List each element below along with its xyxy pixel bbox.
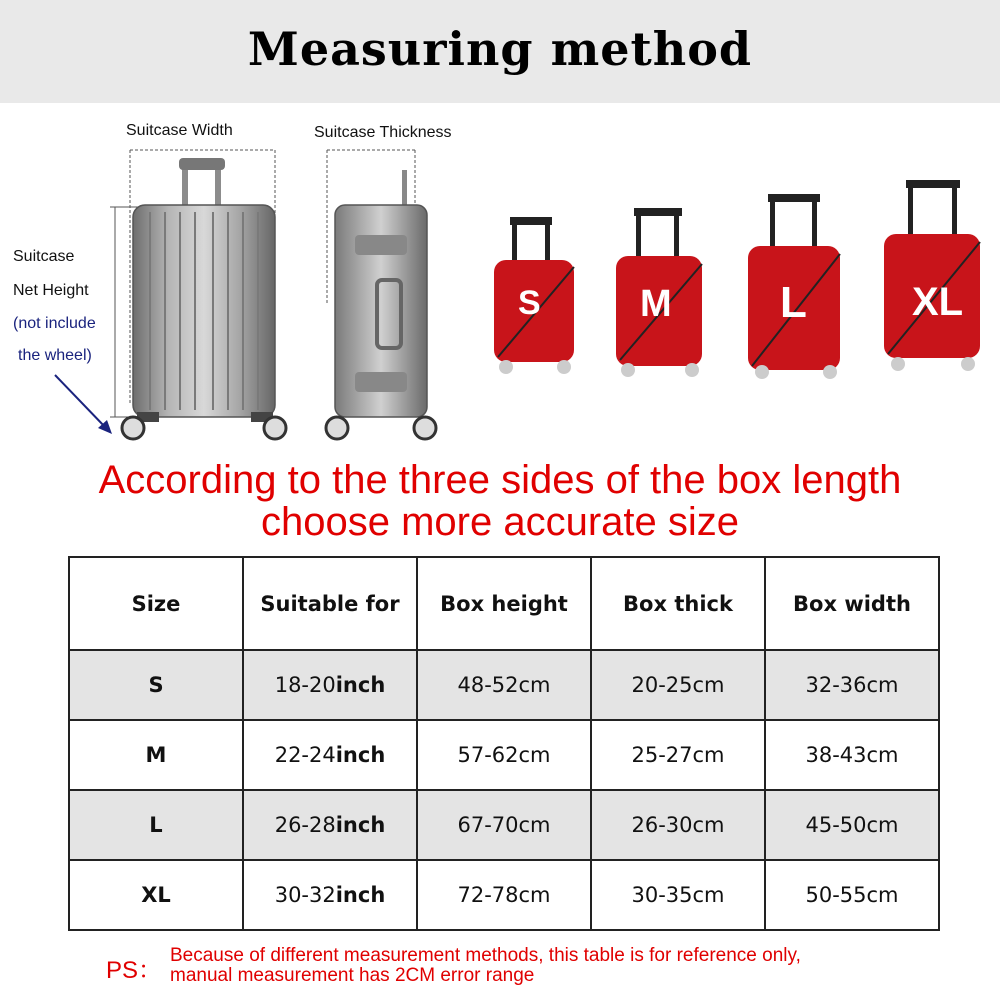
width-cell: 32-36cm [765,650,939,720]
thick-cell: 25-27cm [591,720,765,790]
ps-tag: PS： [106,957,163,984]
ps-line-2: manual measurement has 2CM error range [170,965,535,986]
net-height-label-3: (not include [13,315,96,332]
thickness-label: Suitcase Thickness [314,124,452,141]
height-cell: 57-62cm [417,720,591,790]
red-suitcase-s-illustration [488,175,588,375]
net-height-label-1: Suitcase [13,248,75,265]
suitable-cell: 22-24inch [243,720,417,790]
size-cell: L [69,790,243,860]
table-row [69,650,939,720]
suitable-cell: 18-20inch [243,650,417,720]
header-box-height: Box height [417,557,591,650]
height-cell: 48-52cm [417,650,591,720]
red-suitcase-l-illustration [742,160,852,380]
width-cell: 38-43cm [765,720,939,790]
height-cell: 67-70cm [417,790,591,860]
red-suitcase-m-illustration [608,160,718,380]
size-badge-xl: XL [912,280,964,324]
width-cell: 50-55cm [765,860,939,930]
size-cell: XL [69,860,243,930]
size-badge-s: S [518,284,541,322]
ps-line-1: Because of different measurement methods, this table is for reference only, [170,945,801,966]
header-suitable-for: Suitable for [243,557,417,650]
ps-text [170,946,801,986]
table-row [69,860,939,930]
size-badge-m: M [640,283,672,325]
suitable-cell: 30-32inch [243,860,417,930]
red-suitcase-xl-illustration [880,172,990,382]
header-box-width: Box width [765,557,939,650]
headline-line-2: choose more accurate size [260,500,739,544]
thick-cell: 30-35cm [591,860,765,930]
height-cell: 72-78cm [417,860,591,930]
header-size: Size [69,557,243,650]
size-table [68,556,940,931]
net-height-label-4: the wheel) [18,347,92,364]
headline-line-1: According to the three sides of the box length [98,458,902,502]
table-row [69,790,939,860]
width-cell: 45-50cm [765,790,939,860]
thick-cell: 20-25cm [591,650,765,720]
suitable-cell: 26-28inch [243,790,417,860]
silver-suitcase-front-illustration [105,140,295,445]
width-label: Suitcase Width [126,122,233,139]
silver-suitcase-side-illustration [315,140,450,445]
header-box-thick: Box thick [591,557,765,650]
table-header-row [69,557,939,650]
page-title: Measuring method [247,22,753,76]
size-badge-l: L [780,278,807,327]
table-row [69,720,939,790]
size-cell: M [69,720,243,790]
thick-cell: 26-30cm [591,790,765,860]
size-cell: S [69,650,243,720]
net-height-label-2: Net Height [13,282,89,299]
